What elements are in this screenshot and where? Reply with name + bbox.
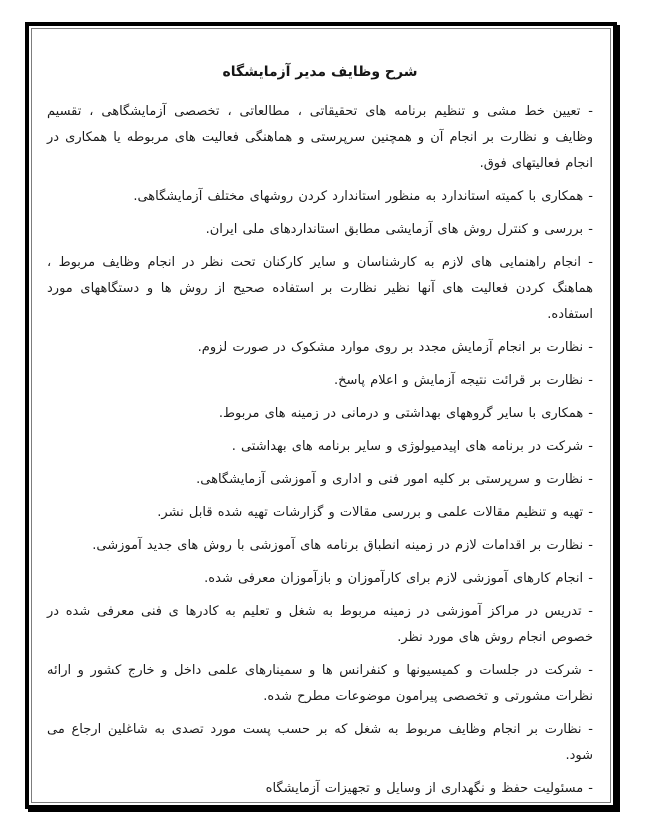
duty-item: - نظارت بر قرائت نتیجه آزمایش و اعلام پاسخ. (334, 373, 593, 388)
duty-item: - شرکت در جلسات و کمیسیونها و کنفرانس ها و سمینارهای علمی داخل و خارج کشور و ارائه نظرات مشورتی و تخصصی پیرامون موضوعات مطرح شده. (47, 663, 593, 704)
duty-item: - نظارت بر انجام آزمایش مجدد بر روی موارد مشکوک در صورت لزوم. (197, 340, 593, 355)
duty-item: - انجام کارهای آموزشی لازم برای کارآموزان و بازآموزان معرفی شده. (204, 571, 593, 586)
duty-item: - همکاری با سایر گروههای بهداشتی و درمانی در زمینه های مربوط. (218, 406, 593, 421)
duty-item: - تعیین خط مشی و تنظیم برنامه های تحقیقاتی ، مطالعاتی ، تخصصی آزمایشگاهی ، تقسیم وظایف و نظارت بر انجام آن و همچنین سرپرستی و هماهنگی فعالیت های مربوطه یا همکاری در انجام فعالیتهای فوق. (47, 104, 593, 171)
duty-item: - مسئولیت حفظ و نگهداری از وسایل و تجهیزات آزمایشگاه (265, 781, 593, 796)
page-inner-border (31, 28, 611, 803)
duty-item: - تهیه و تنظیم مقالات علمی و بررسی مقالات و گزارشات تهیه شده قابل نشر. (157, 505, 593, 520)
duty-item: - تدریس در مراکز آموزشی در زمینه مربوط به شغل و تعلیم به کادرها ی فنی معرفی شده در خصوص انجام روش های مورد نظر. (47, 604, 593, 645)
duty-item: - نظارت بر انجام وظایف مربوط به شغل که بر حسب پست مورد تصدی به شاغلین ارجاع می شود. (47, 722, 593, 763)
document-content (33, 30, 609, 801)
duty-item: - انجام راهنمایی های لازم به کارشناسان و سایر کارکنان تحت نظر در انجام وظایف مربوط ، هماهنگ کردن فعالیت های آنها نظیر نظارت بر استفاده صحیح از روش ها و دستگاههای مورد استفاده. (47, 255, 593, 322)
duty-item: - نظارت و سرپرستی بر کلیه امور فنی و اداری و آموزشی آزمایشگاهی. (196, 472, 593, 487)
page-title: شرح وظایف مدیر آزمایشگاه (222, 64, 418, 80)
duty-item: - شرکت در برنامه های اپیدمیولوژی و سایر برنامه های بهداشتی . (231, 439, 593, 454)
duty-item: - نظارت بر اقدامات لازم در زمینه انطباق برنامه های آموزشی با روش های جدید آموزشی. (92, 538, 593, 553)
page-border (25, 22, 617, 809)
duty-item: - همکاری با کمیته استاندارد به منظور استاندارد کردن روشهای مختلف آزمایشگاهی. (133, 189, 593, 204)
duty-item: - بررسی و کنترل روش های آزمایشی مطابق استانداردهای ملی ایران. (205, 222, 593, 237)
